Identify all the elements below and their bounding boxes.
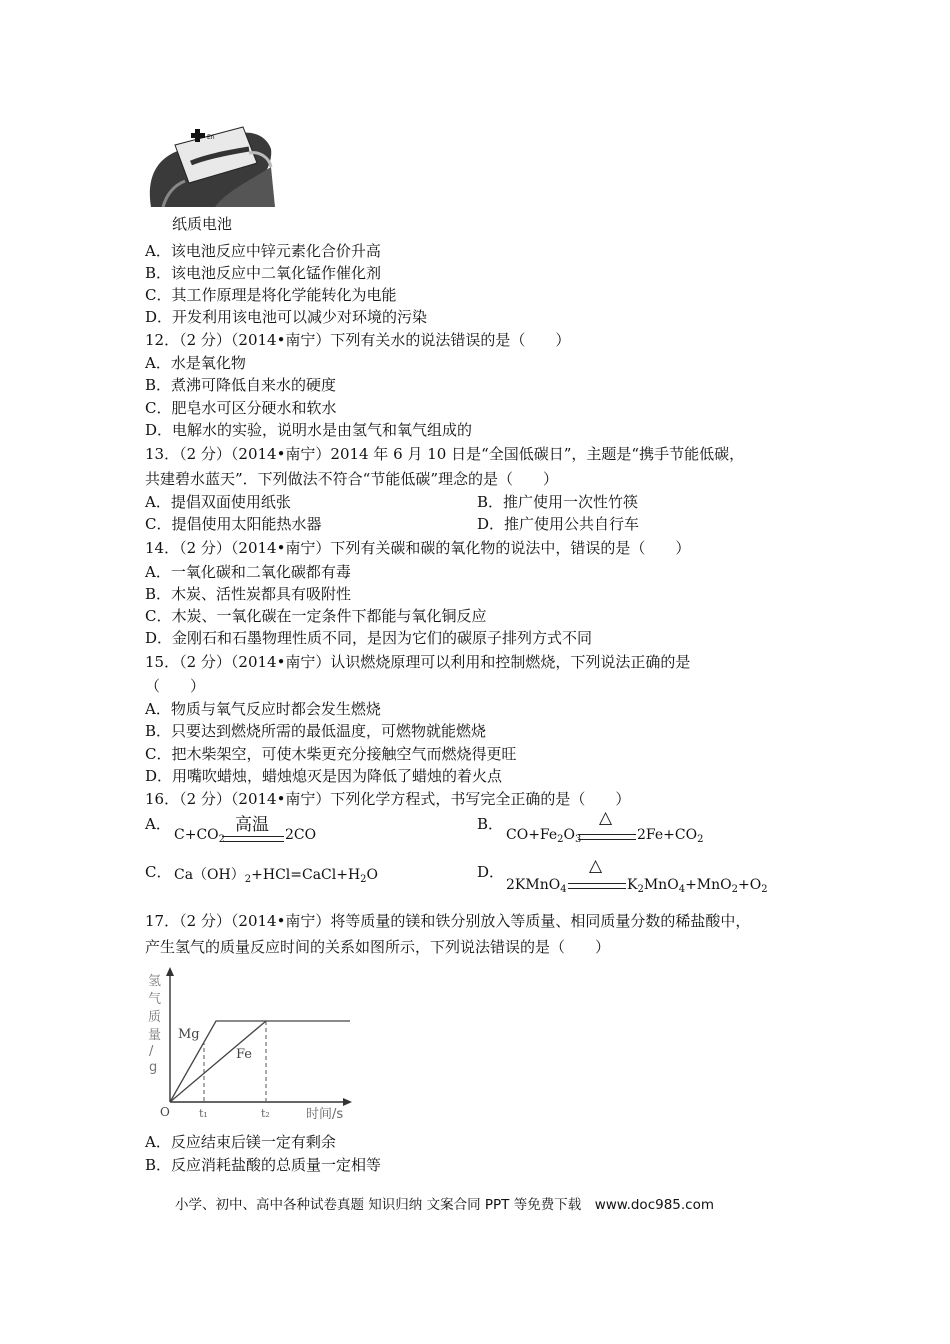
q15-option-d: D．用嘴吹蜡烛，蜡烛熄灭是因为降低了蜡烛的着火点 — [145, 767, 503, 785]
q13-option-b: B．推广使用一次性竹筷 — [477, 493, 639, 511]
x-axis-arrow — [343, 1098, 352, 1106]
q16-option-a-label: A． — [145, 815, 171, 833]
q13-option-c: C．提倡使用太阳能热水器 — [145, 515, 322, 533]
q14-option-c: C．木炭、一氧化碳在一定条件下都能与氧化铜反应 — [145, 607, 487, 625]
q16-option-b-label: B． — [477, 815, 504, 833]
y-label-6: g — [149, 1060, 158, 1075]
q16-eq-b-double-line — [578, 834, 636, 840]
origin-label: O — [160, 1105, 170, 1119]
q16-eq-d-condition: △ — [589, 856, 603, 876]
hydrogen-mass-time-graph — [140, 965, 360, 1125]
battery-caption: 纸质电池 — [172, 215, 233, 233]
q17-option-a: A．反应结束后镁一定有剩余 — [145, 1133, 336, 1151]
q13-stem-line2: 共建碧水蓝天”．下列做法不符合“节能低碳”理念的是（ ） — [145, 470, 559, 488]
q17-stem-line1: 17．（2 分）（2014•南宁）将等质量的镁和铁分别放入等质量、相同质量分数的稀盐酸中， — [145, 912, 751, 930]
q13-option-a: A．提倡双面使用纸张 — [145, 493, 291, 511]
y-axis-arrow — [166, 967, 174, 976]
q11-option-a: A．该电池反应中锌元素化合价升高 — [145, 242, 381, 260]
t1-label: t₁ — [199, 1107, 208, 1120]
q12-option-b: B．煮沸可降低自来水的硬度 — [145, 376, 337, 394]
q16-eq-b-condition: △ — [599, 808, 613, 828]
q16-eq-d-double-line — [568, 883, 626, 889]
t2-label: t₂ — [261, 1107, 270, 1120]
q17-stem-line2: 产生氢气的质量反应时间的关系如图所示，下列说法错误的是（ ） — [145, 938, 611, 956]
q12-stem: 12．（2 分）（2014•南宁）下列有关水的说法错误的是（ ） — [145, 331, 571, 349]
q16-eq-d-right: $K_2MnO_4+MnO_2+O_2$ — [627, 877, 768, 895]
y-label-1: 氢 — [148, 974, 162, 989]
q15-option-b: B．只要达到燃烧所需的最低温度，可燃物就能燃烧 — [145, 722, 487, 740]
q13-stem-line1: 13．（2 分）（2014•南宁）2014 年 6 月 10 日是“全国低碳日”，主题是“携手节能低碳， — [145, 445, 745, 463]
y-label-2: 气 — [148, 992, 162, 1007]
q16-eq-b-left: $CO+Fe_2O_3$ — [506, 827, 582, 845]
x-axis-label: 时间/s — [306, 1107, 344, 1122]
y-label-4: 量 — [148, 1028, 162, 1043]
q12-option-a: A．水是氧化物 — [145, 354, 246, 372]
q14-option-d: D．金刚石和石墨物理性质不同，是因为它们的碳原子排列方式不同 — [145, 629, 593, 647]
q16-eq-b-right: $2Fe+CO_2$ — [637, 827, 704, 845]
q16-eq-a-right: 2CO — [285, 827, 317, 843]
q16-option-c-label: C． — [145, 863, 172, 881]
q16-eq-a-condition: 高温 — [235, 815, 269, 835]
q16-eq-d-left: 2KMnO$_4$ — [506, 877, 567, 895]
q11-option-c: C．其工作原理是将化学能转化为电能 — [145, 286, 397, 304]
y-label-3: 质 — [148, 1010, 162, 1025]
q15-stem-line2: （ ） — [145, 677, 206, 695]
q17-option-b: B．反应消耗盐酸的总质量一定相等 — [145, 1156, 382, 1174]
q16-eq-a-double-line — [222, 836, 284, 842]
page-footer: 小学、初中、高中各种试卷真题 知识归纳 文案合同 PPT 等免费下载 www.doc985.com — [175, 1197, 715, 1213]
q13-option-d: D．推广使用公共自行车 — [477, 515, 640, 533]
q12-option-d: D．电解水的实验，说明水是由氢气和氧气组成的 — [145, 421, 473, 439]
q12-option-c: C．肥皂水可区分硬水和软水 — [145, 399, 337, 417]
fe-label: Fe — [236, 1047, 253, 1062]
paper-battery-image — [145, 123, 275, 207]
q15-option-a: A．物质与氧气反应时都会发生燃烧 — [145, 700, 381, 718]
svg-text:En: En — [207, 134, 215, 141]
q14-stem: 14．（2 分）（2014•南宁）下列有关碳和碳的氧化物的说法中，错误的是（ ） — [145, 539, 691, 557]
q11-option-b: B．该电池反应中二氧化锰作催化剂 — [145, 264, 382, 282]
mg-label: Mg — [178, 1027, 200, 1042]
q16-option-d-label: D． — [477, 863, 505, 881]
q16-stem: 16．（2 分）（2014•南宁）下列化学方程式，书写完全正确的是（ ） — [145, 790, 631, 808]
y-label-5: / — [149, 1044, 154, 1059]
q14-option-b: B．木炭、活性炭都具有吸附性 — [145, 585, 352, 603]
q16-eq-a-left: $C+CO_2$ — [174, 827, 226, 845]
q16-eq-c: $Ca(OH)_2+HCl=CaCl+H_2O$ — [174, 867, 379, 885]
q14-option-a: A．一氧化碳和二氧化碳都有毒 — [145, 563, 351, 581]
q15-stem-line1: 15．（2 分）（2014•南宁）认识燃烧原理可以利用和控制燃烧，下列说法正确的是 — [145, 653, 691, 671]
q15-option-c: C．把木柴架空，可使木柴更充分接触空气而燃烧得更旺 — [145, 745, 517, 763]
q11-option-d: D．开发利用该电池可以减少对环境的污染 — [145, 308, 428, 326]
